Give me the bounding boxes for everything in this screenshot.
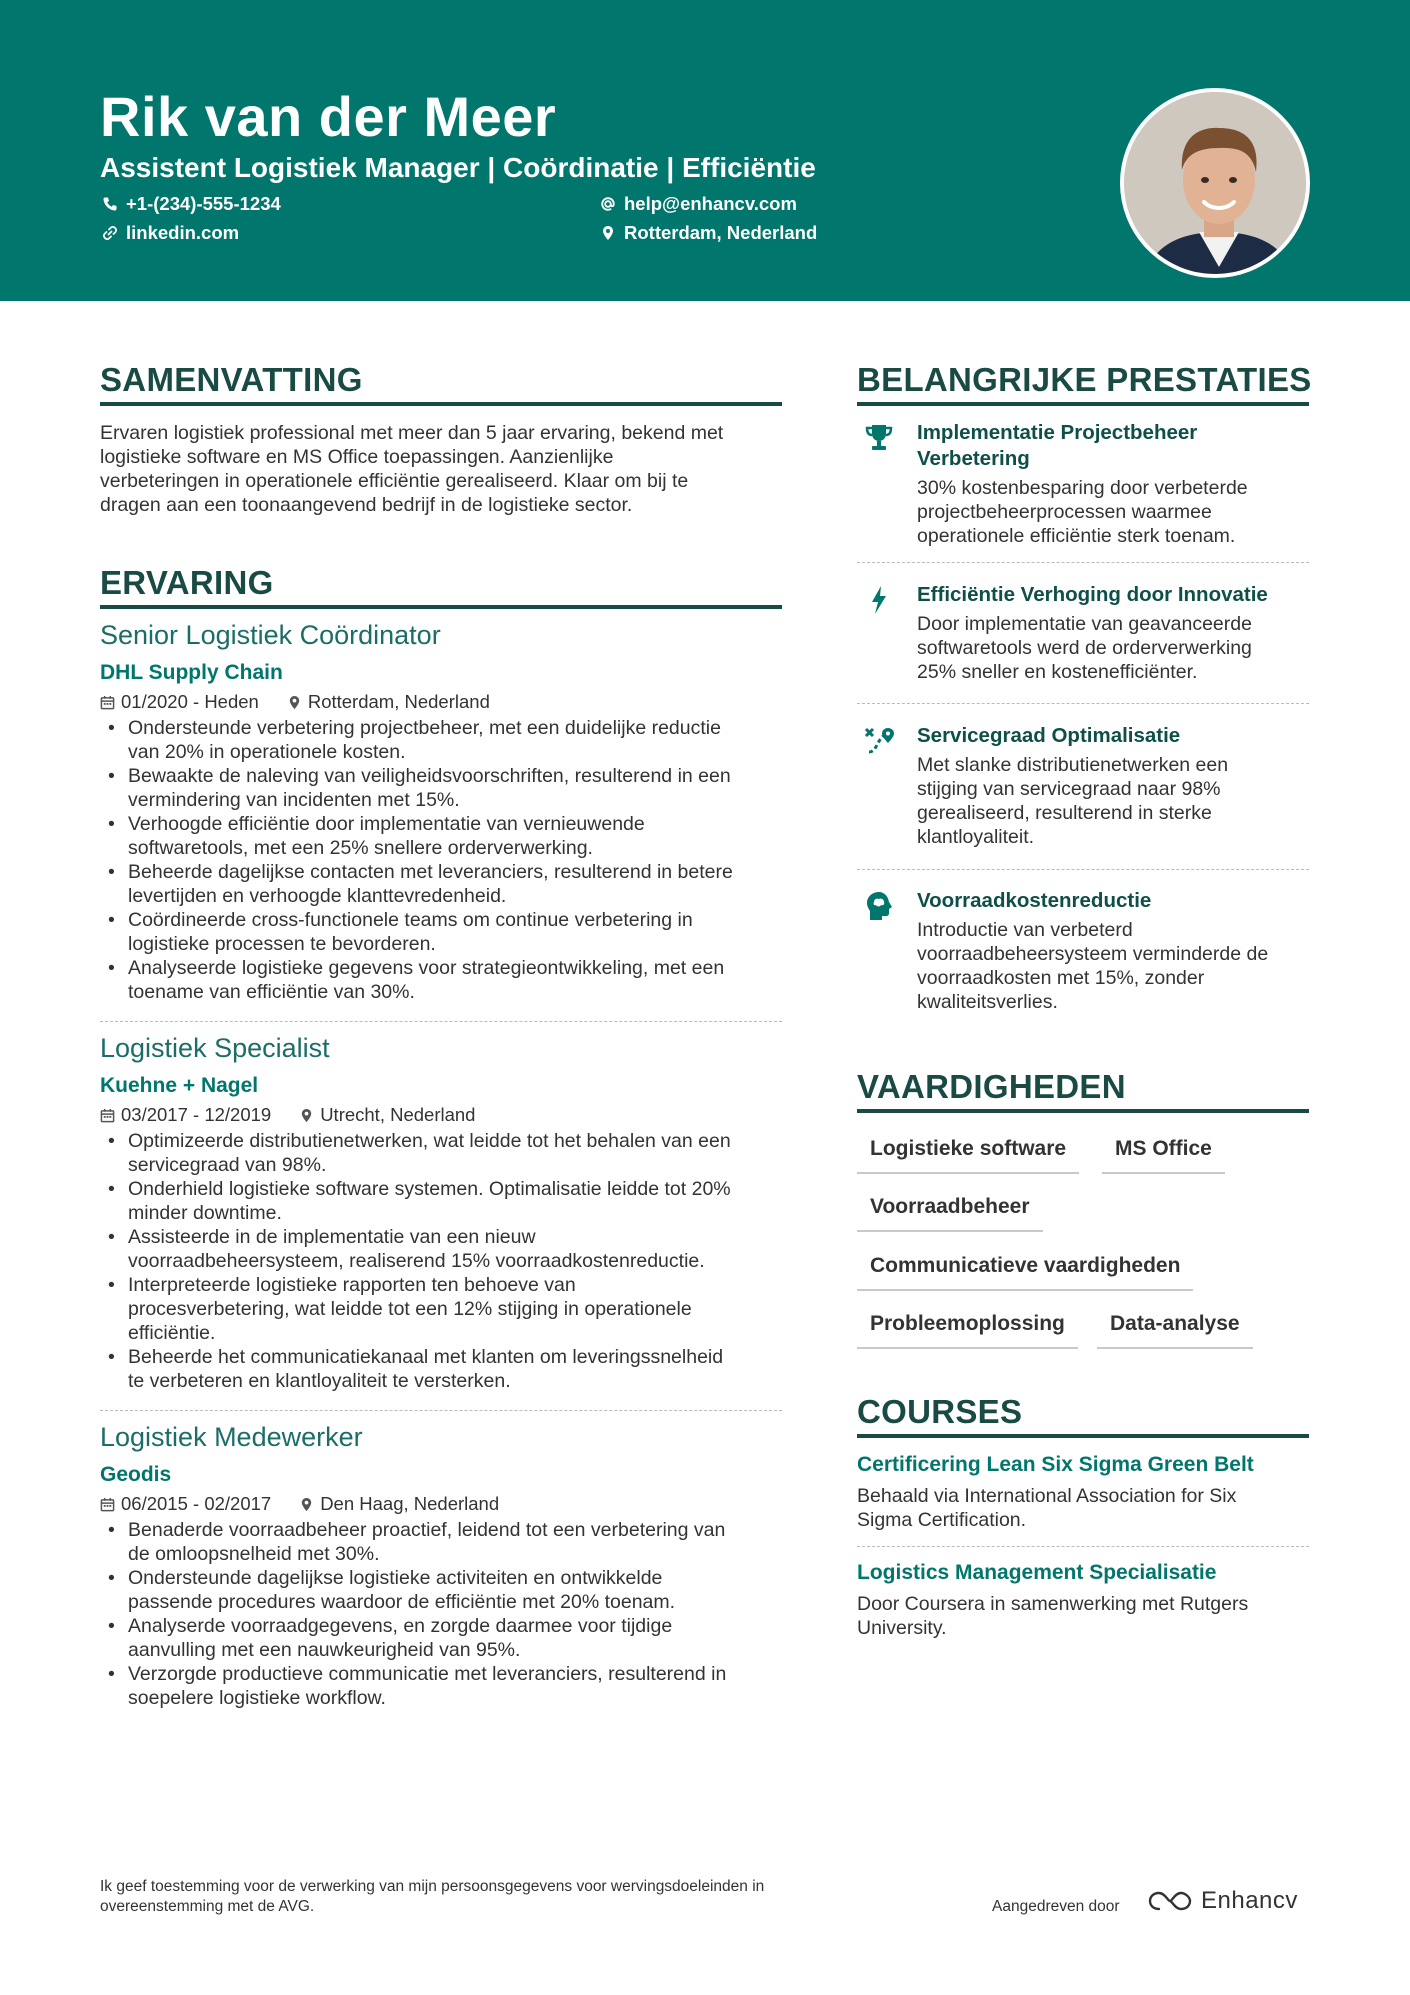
job-bullets <box>100 1129 782 1393</box>
achievement-title: Implementatie Projectbeheer <box>917 421 1198 444</box>
list-item: • Beheerde dagelijkse contacten met leveranciers, resulterend in betere levertijden en verhoogde klanttevredenheid. <box>100 860 782 908</box>
course-title: Logistics Management Specialisatie <box>857 1561 1217 1584</box>
experience-heading: ERVARING <box>100 564 274 601</box>
powered-by-label: Aangedreven door <box>992 1898 1120 1915</box>
course-separator <box>857 1546 1309 1547</box>
achievements-divider <box>857 402 1309 406</box>
profile-photo <box>1120 88 1310 278</box>
summary-divider <box>100 402 782 406</box>
location-pin-icon <box>287 695 302 710</box>
location-pin-icon <box>299 1497 314 1512</box>
job-dates: 01/2020 - Heden <box>121 691 259 712</box>
job-entry <box>100 1422 782 1710</box>
achievement-title: Voorraadkostenreductie <box>917 889 1152 912</box>
job-separator <box>100 1021 782 1022</box>
job-bullets <box>100 1518 782 1710</box>
job-dates: 03/2017 - 12/2019 <box>121 1104 272 1125</box>
email-text: help@enhancv.com <box>624 193 797 214</box>
list-item: • Interpreteerde logistieke rapporten ten behoeve van procesverbetering, wat leidde tot een 12% stijging in operationele efficiëntie. <box>100 1273 782 1345</box>
at-icon <box>600 196 616 212</box>
achievement-separator <box>857 703 1309 704</box>
trophy-icon <box>863 422 895 454</box>
list-item: • Coördineerde cross-functionele teams om continue verbetering in logistieke processen te bevorderen. <box>100 908 782 956</box>
job-bullets <box>100 716 782 1004</box>
course-desc: Behaald via International Association for Six Sigma Certification. <box>857 1485 1237 1531</box>
skills-divider <box>857 1109 1309 1113</box>
location-pin-icon <box>600 225 616 241</box>
candidate-name: Rik van der Meer <box>100 85 557 148</box>
experience-divider <box>100 605 782 609</box>
achievement-desc: Door implementatie van geavanceerde softwaretools werd de orderverwerking 25% sneller en kostenefficiënter. <box>917 613 1252 683</box>
job-meta <box>100 1104 782 1126</box>
skill-tag: Communicatieve vaardigheden <box>857 1254 1193 1291</box>
linkedin-text: linkedin.com <box>126 222 240 243</box>
calendar-icon <box>100 1497 115 1512</box>
skill-tag: MS Office <box>1102 1137 1225 1174</box>
skill-tag: Data-analyse <box>1097 1312 1253 1349</box>
summary-line: dragen aan een toonaangevend bedrijf in de logistieke sector. <box>100 494 633 516</box>
job-company: Geodis <box>100 1463 172 1486</box>
list-item: • Ondersteunde dagelijkse logistieke activiteiten en ontwikkelde passende procedures waardoor de efficiëntie met 20% toenam. <box>100 1566 782 1614</box>
summary-line: Ervaren logistiek professional met meer dan 5 jaar ervaring, bekend met <box>100 422 724 444</box>
achievement-item: Implementatie Projectbeheer Verbetering 30% kostenbesparing door verbeterde projectbeheerprocessen waarmee operationele efficiëntie sterk toenam. <box>857 420 1309 548</box>
achievement-item <box>857 582 1309 684</box>
job-meta <box>100 1493 782 1515</box>
job-location: Utrecht, Nederland <box>320 1104 476 1125</box>
achievement-desc: Introductie van verbeterd voorraadbeheersysteem verminderde de voorraadkosten met 15%, zonder kwaliteitsverlies. <box>917 919 1269 1013</box>
job-meta <box>100 691 782 713</box>
phone-icon <box>102 196 118 212</box>
skill-tag: Voorraadbeheer <box>857 1195 1043 1232</box>
enhancv-logo-icon <box>1147 1889 1193 1913</box>
list-item: • Analyseerde logistieke gegevens voor strategieontwikkeling, met een toename van efficiëntie van 30%. <box>100 956 782 1004</box>
skill-tag: Probleemoplossing <box>857 1312 1078 1349</box>
list-item: • Beheerde het communicatiekanaal met klanten om leveringssnelheid te verbeteren en klantloyaliteit te versterken. <box>100 1345 782 1393</box>
location-contact <box>600 222 817 244</box>
courses-heading: COURSES <box>857 1393 1023 1430</box>
job-role: Logistiek Specialist <box>100 1033 330 1063</box>
achievement-item <box>857 723 1309 849</box>
route-icon <box>863 725 895 757</box>
achievement-title: Efficiëntie Verhoging door Innovatie <box>917 583 1268 606</box>
list-item: • Verzorgde productieve communicatie met leveranciers, resulterend in soepelere logistieke workflow. <box>100 1662 782 1710</box>
job-role: Logistiek Medewerker <box>100 1422 363 1452</box>
bolt-icon <box>863 584 895 616</box>
job-location: Rotterdam, Nederland <box>307 691 490 712</box>
course-desc: Door Coursera in samenwerking met Rutgers University. <box>857 1593 1249 1639</box>
enhancv-logo[interactable] <box>1147 1887 1298 1915</box>
courses-divider <box>857 1434 1309 1438</box>
summary-text <box>100 421 782 517</box>
head-brain-icon <box>863 890 895 922</box>
job-company: Kuehne + Nagel <box>100 1074 259 1097</box>
skills-heading: VAARDIGHEDEN <box>857 1068 1126 1105</box>
summary-line: verbeteringen in operationele efficiëntie gerealiseerd. Klaar om bij te <box>100 470 689 492</box>
list-item: • Optimizeerde distributienetwerken, wat leidde tot het behalen van een servicegraad van 98%. <box>100 1129 782 1177</box>
email-contact[interactable] <box>600 193 797 215</box>
achievement-separator <box>857 869 1309 870</box>
list-item: • Benaderde voorraadbeheer proactief, leidend tot een verbetering van de omloopsnelheid met 30%. <box>100 1518 782 1566</box>
achievement-desc: 30% kostenbesparing door verbeterde projectbeheerprocessen waarmee operationele efficiëntie sterk toenam. <box>917 477 1248 547</box>
achievement-desc: Met slanke distributienetwerken een stijging van servicegraad naar 98% gerealiseerd, resulterend in sterke klantloyaliteit. <box>917 754 1229 848</box>
summary-line: logistieke software en MS Office toepassingen. Aanzienlijke <box>100 446 614 468</box>
job-company: DHL Supply Chain <box>100 661 283 684</box>
achievement-title: Servicegraad Optimalisatie <box>917 724 1181 747</box>
list-item: • Bewaakte de naleving van veiligheidsvoorschriften, resulterend in een vermindering van incidenten met 15%. <box>100 764 782 812</box>
achievements-heading: BELANGRIJKE PRESTATIES <box>857 361 1312 398</box>
job-entry <box>100 620 782 1004</box>
linkedin-contact[interactable] <box>102 222 239 244</box>
candidate-title: Assistent Logistiek Manager | Coördinatie | Efficiëntie <box>100 152 816 183</box>
course-title: Certificering Lean Six Sigma Green Belt <box>857 1453 1254 1476</box>
calendar-icon <box>100 695 115 710</box>
list-item: • Verhoogde efficiëntie door implementatie van vernieuwende softwaretools, met een 25% snellere orderverwerking. <box>100 812 782 860</box>
list-item: • Onderhield logistieke software systemen. Optimalisatie leidde tot 20% minder downtime. <box>100 1177 782 1225</box>
gdpr-consent: Ik geef toestemming voor de verwerking van mijn persoonsgegevens voor wervingsdoeleinden in overeenstemming met de AVG. <box>100 1878 765 1915</box>
phone-contact[interactable] <box>102 193 281 215</box>
location-text: Rotterdam, Nederland <box>624 222 818 243</box>
job-role: Senior Logistiek Coördinator <box>100 620 441 650</box>
job-separator <box>100 1410 782 1411</box>
list-item: • Assisteerde in de implementatie van een nieuw voorraadbeheersysteem, realiserend 15% voorraadkostenreductie. <box>100 1225 782 1273</box>
job-entry <box>100 1033 782 1393</box>
skill-tag: Logistieke software <box>857 1137 1079 1174</box>
summary-heading: SAMENVATTING <box>100 361 363 398</box>
achievement-item <box>857 888 1309 1014</box>
resume-header <box>0 0 1410 301</box>
enhancv-logo-text: Enhancv <box>1201 1887 1298 1914</box>
phone-text: +1-(234)-555-1234 <box>126 193 281 214</box>
list-item: • Ondersteunde verbetering projectbeheer, met een duidelijke reductie van 20% in operationele kosten. <box>100 716 782 764</box>
calendar-icon <box>100 1108 115 1123</box>
job-location: Den Haag, Nederland <box>320 1493 500 1514</box>
job-dates: 06/2015 - 02/2017 <box>121 1493 272 1514</box>
link-icon <box>102 225 118 241</box>
achievement-separator <box>857 562 1309 563</box>
location-pin-icon <box>299 1108 314 1123</box>
list-item: • Analyserde voorraadgegevens, en zorgde daarmee voor tijdige aanvulling met een nauwkeurigheid van 95%. <box>100 1614 782 1662</box>
